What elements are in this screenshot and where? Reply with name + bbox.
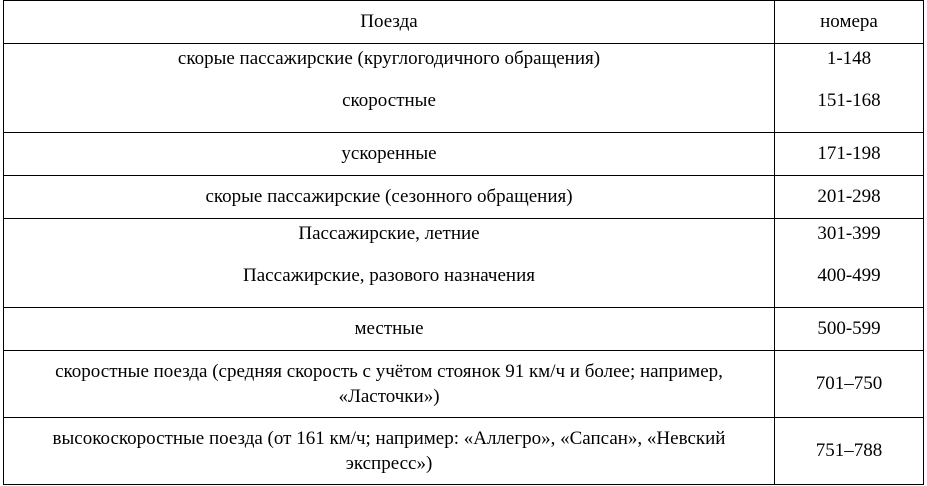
- trains-cell: [4, 44, 775, 133]
- table-row: [4, 351, 924, 418]
- train-type: скоростные поезда (средняя скорость с учётом стоянок 91 км/ч и более; например, «Ласточки»): [4, 351, 775, 418]
- number-range: 151-168: [817, 90, 881, 111]
- train-type: скорые пассажирские (сезонного обращения): [4, 176, 775, 219]
- number-range: 301-399: [817, 223, 881, 244]
- train-numbers-table: [3, 0, 924, 485]
- number-range: 201-298: [775, 176, 924, 219]
- numbers-cell: [775, 44, 924, 133]
- number-range: 171-198: [775, 133, 924, 176]
- train-type: скоростные: [342, 90, 436, 111]
- table-row: [4, 44, 924, 133]
- header-row: [4, 1, 924, 44]
- header-numbers: номера: [775, 1, 924, 44]
- table-row: [4, 219, 924, 308]
- number-range: 400-499: [817, 265, 881, 286]
- number-range: 751–788: [775, 418, 924, 485]
- train-type: местные: [4, 308, 775, 351]
- number-range: 701–750: [775, 351, 924, 418]
- number-range: 1-148: [826, 48, 872, 69]
- number-range: 500-599: [775, 308, 924, 351]
- header-trains: Поезда: [4, 1, 775, 44]
- train-type: Пассажирские, разового назначения: [243, 265, 535, 286]
- table-row: [4, 176, 924, 219]
- train-type: скорые пассажирские (круглогодичного обращения): [177, 48, 601, 69]
- train-type: Пассажирские, летние: [298, 223, 480, 244]
- table-row: [4, 308, 924, 351]
- table-row: [4, 133, 924, 176]
- numbers-cell: [775, 219, 924, 308]
- train-type: ускоренные: [4, 133, 775, 176]
- train-type: высокоскоростные поезда (от 161 км/ч; например: «Аллегро», «Сапсан», «Невский экспресс»): [4, 418, 775, 485]
- trains-cell: [4, 219, 775, 308]
- table-row: [4, 418, 924, 485]
